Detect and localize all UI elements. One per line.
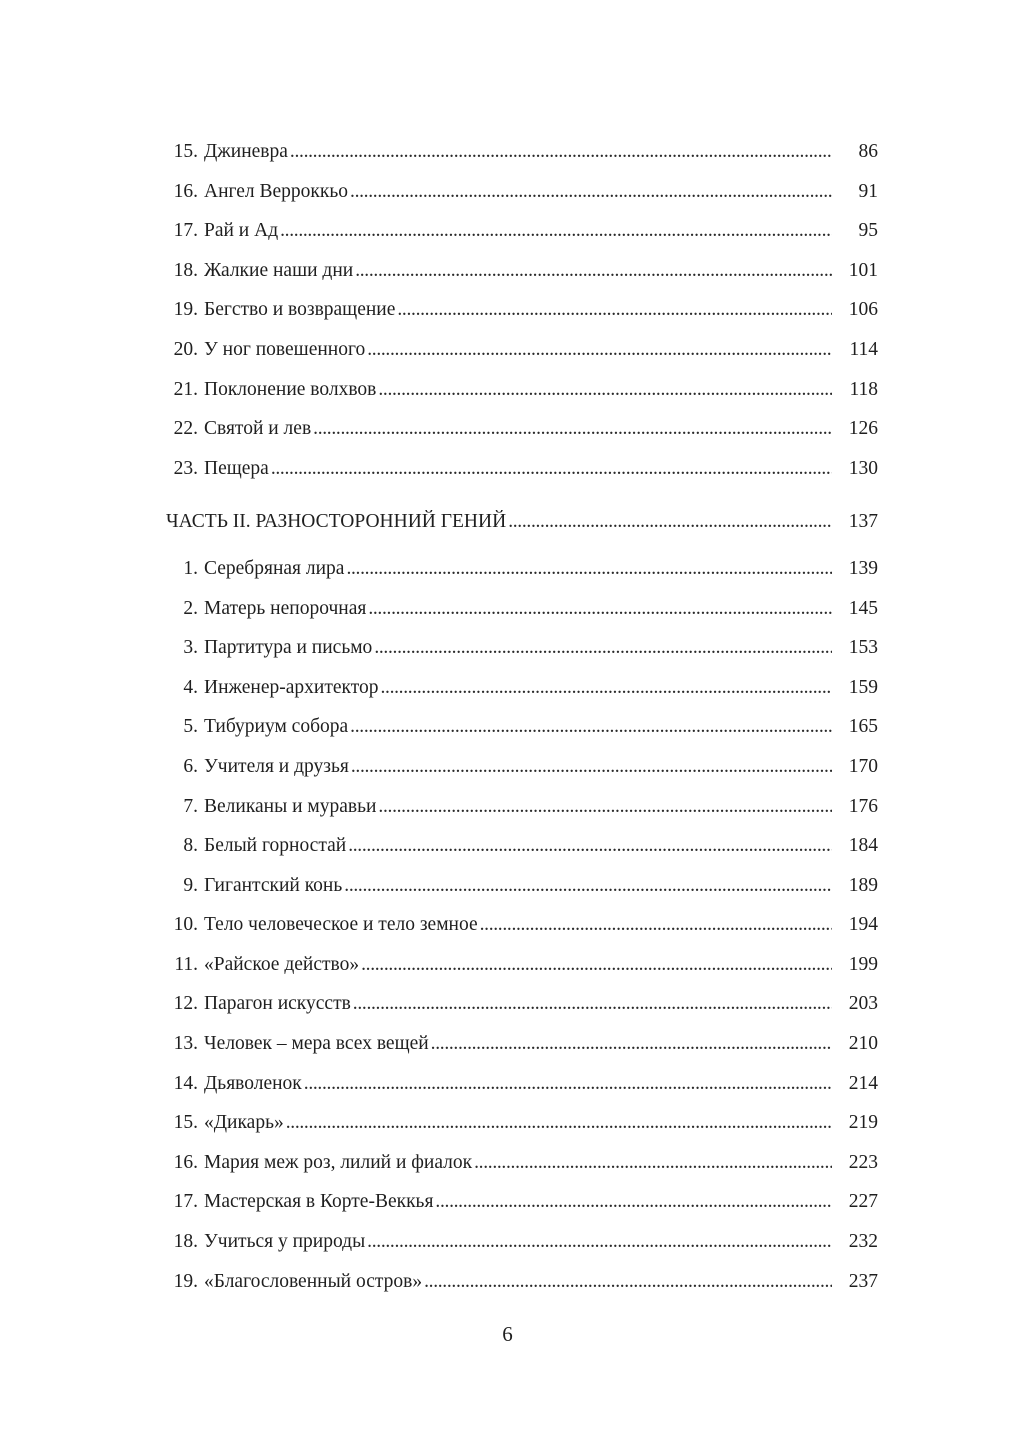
entry-number: 19.	[173, 299, 198, 321]
entry-title: Учиться у природы	[204, 1231, 366, 1253]
toc-entry[interactable]	[166, 984, 878, 1024]
entry-page: 170	[848, 755, 878, 777]
toc-entry[interactable]	[166, 290, 878, 330]
entry-title: У ног повешенного	[204, 338, 366, 360]
dot-leader	[435, 1182, 832, 1222]
dot-leader	[350, 172, 832, 212]
toc-entry[interactable]	[166, 330, 878, 370]
entry-title: Тибуриум собора	[204, 716, 349, 738]
entry-page: 145	[848, 597, 878, 619]
entry-page: 189	[848, 874, 878, 896]
entry-title: «Райское действо»	[204, 953, 360, 975]
entry-page: 232	[848, 1231, 878, 1253]
dot-leader	[508, 502, 832, 542]
entry-number: 19.	[173, 1270, 198, 1292]
entry-number: 1.	[183, 557, 198, 579]
dot-leader	[431, 1024, 832, 1064]
entry-title: Рай и Ад	[204, 220, 279, 242]
entry-number: 10.	[173, 914, 198, 936]
entry-page: 227	[848, 1191, 878, 1213]
toc-entry[interactable]	[166, 1064, 878, 1104]
entry-number: 21.	[173, 378, 198, 400]
dot-leader	[286, 1103, 832, 1143]
entry-number: 23.	[173, 457, 198, 479]
entry-title: Поклонение волхвов	[204, 378, 377, 400]
entry-number: 9.	[183, 874, 198, 896]
toc-entry[interactable]	[166, 1182, 878, 1222]
toc-entry[interactable]	[166, 1103, 878, 1143]
dot-leader	[378, 370, 832, 410]
entry-page: 139	[848, 557, 878, 579]
entry-number: 15.	[173, 141, 198, 162]
toc-entry[interactable]	[166, 787, 878, 827]
entry-title: Мастерская в Корте-Веккья	[204, 1191, 434, 1213]
toc-entry[interactable]	[166, 747, 878, 787]
entry-title: Пещера	[204, 457, 269, 479]
entry-page: 86	[858, 141, 878, 162]
toc-entry[interactable]	[166, 549, 878, 589]
entry-page: 176	[848, 795, 878, 817]
entry-number: 6.	[183, 755, 198, 777]
entry-number: 2.	[183, 597, 198, 619]
entry-title: Тело человеческое и тело земное	[204, 914, 478, 936]
entry-title: Партитура и письмо	[204, 637, 373, 659]
dot-leader	[351, 747, 832, 787]
entry-page: 159	[848, 676, 878, 698]
entry-number: 18.	[173, 1231, 198, 1253]
dot-leader	[344, 866, 832, 906]
entry-page: 203	[848, 993, 878, 1015]
toc-entry[interactable]	[166, 1262, 878, 1302]
toc-entry[interactable]	[166, 866, 878, 906]
entry-title: Джиневра	[204, 141, 288, 162]
entry-title: Ангел Верроккьо	[204, 180, 349, 202]
toc-entry[interactable]	[166, 251, 878, 291]
entry-number: 14.	[173, 1072, 198, 1094]
toc-entry[interactable]	[166, 132, 878, 172]
entry-title: «Дикарь»	[204, 1112, 284, 1134]
dot-leader	[378, 787, 832, 827]
dot-leader	[313, 409, 832, 449]
dot-leader	[397, 290, 832, 330]
entry-page: 223	[848, 1151, 878, 1173]
toc-part-heading[interactable]	[166, 502, 878, 542]
entry-title: Жалкие наши дни	[204, 259, 354, 281]
entry-title: Человек – мера всех вещей	[204, 1033, 429, 1055]
entry-title: Гигантский конь	[204, 874, 343, 896]
entry-title: Матерь непорочная	[204, 597, 367, 619]
entry-number: 15.	[173, 1112, 198, 1134]
toc-entry[interactable]	[166, 668, 878, 708]
dot-leader	[350, 707, 832, 747]
entry-number: 16.	[173, 1151, 198, 1173]
toc-entry[interactable]	[166, 945, 878, 985]
entry-page: 95	[858, 220, 878, 242]
dot-leader	[355, 251, 832, 291]
part-title: ЧАСТЬ II. РАЗНОСТОРОННИЙ ГЕНИЙ	[166, 511, 507, 533]
dot-leader	[353, 984, 832, 1024]
entry-number: 12.	[173, 993, 198, 1015]
entry-page: 126	[848, 418, 878, 440]
dot-leader	[348, 826, 832, 866]
entry-number: 16.	[173, 180, 198, 202]
toc-entry[interactable]	[166, 628, 878, 668]
entry-page: 214	[848, 1072, 878, 1094]
entry-number: 17.	[173, 220, 198, 242]
toc-entry[interactable]	[166, 1143, 878, 1183]
dot-leader	[424, 1262, 832, 1302]
entry-title: «Благословенный остров»	[204, 1270, 423, 1292]
dot-leader	[280, 211, 832, 251]
entry-number: 13.	[173, 1033, 198, 1055]
entry-number: 17.	[173, 1191, 198, 1213]
toc-entry[interactable]	[166, 707, 878, 747]
entry-page: 153	[848, 637, 878, 659]
entry-page: 165	[848, 716, 878, 738]
dot-leader	[480, 905, 832, 945]
entry-page: 237	[848, 1270, 878, 1292]
toc-entry[interactable]	[166, 1024, 878, 1064]
entry-page: 118	[849, 378, 878, 400]
table-of-contents	[166, 132, 878, 1301]
entry-title: Серебряная лира	[204, 557, 345, 579]
entry-title: Святой и лев	[204, 418, 312, 440]
dot-leader	[367, 330, 832, 370]
entry-number: 20.	[173, 338, 198, 360]
entry-number: 22.	[173, 418, 198, 440]
entry-page: 194	[848, 914, 878, 936]
page-number: 6	[502, 1322, 513, 1346]
entry-number: 11.	[174, 953, 198, 975]
entry-number: 18.	[173, 259, 198, 281]
entry-page: 219	[848, 1112, 878, 1134]
entry-page: 130	[848, 457, 878, 479]
toc-entry[interactable]	[166, 409, 878, 449]
entry-number: 5.	[183, 716, 198, 738]
entry-page: 114	[849, 338, 878, 360]
toc-entry[interactable]	[166, 589, 878, 629]
dot-leader	[271, 449, 832, 489]
dot-leader	[367, 1222, 832, 1262]
entry-number: 8.	[183, 835, 198, 857]
dot-leader	[474, 1143, 832, 1183]
part-page: 137	[848, 511, 878, 533]
dot-leader	[368, 589, 832, 629]
dot-leader	[374, 628, 832, 668]
entry-title: Парагон искусств	[204, 993, 351, 1015]
entry-page: 210	[848, 1033, 878, 1055]
entry-number: 3.	[183, 637, 198, 659]
toc-entry[interactable]	[166, 449, 878, 489]
toc-entry[interactable]	[166, 211, 878, 251]
dot-leader	[290, 132, 832, 172]
entry-title: Белый горностай	[204, 835, 347, 857]
entry-page: 199	[848, 953, 878, 975]
entry-number: 4.	[183, 676, 198, 698]
toc-entry[interactable]	[166, 172, 878, 212]
dot-leader	[304, 1064, 832, 1104]
entry-title: Бегство и возвращение	[204, 299, 396, 321]
dot-leader	[346, 549, 832, 589]
entry-page: 101	[848, 259, 878, 281]
entry-number: 7.	[183, 795, 198, 817]
dot-leader	[361, 945, 832, 985]
entry-page: 91	[858, 180, 878, 202]
entry-page: 184	[848, 835, 878, 857]
toc-entry[interactable]	[166, 826, 878, 866]
entry-title: Инженер-архитектор	[204, 676, 379, 698]
toc-entry[interactable]	[166, 370, 878, 410]
entry-page: 106	[848, 299, 878, 321]
entry-title: Мария меж роз, лилий и фиалок	[204, 1151, 473, 1173]
dot-leader	[380, 668, 832, 708]
toc-entry[interactable]	[166, 905, 878, 945]
entry-title: Великаны и муравьи	[204, 795, 377, 817]
toc-entry[interactable]	[166, 1222, 878, 1262]
entry-title: Дьяволенок	[204, 1072, 302, 1094]
entry-title: Учителя и друзья	[204, 755, 349, 777]
